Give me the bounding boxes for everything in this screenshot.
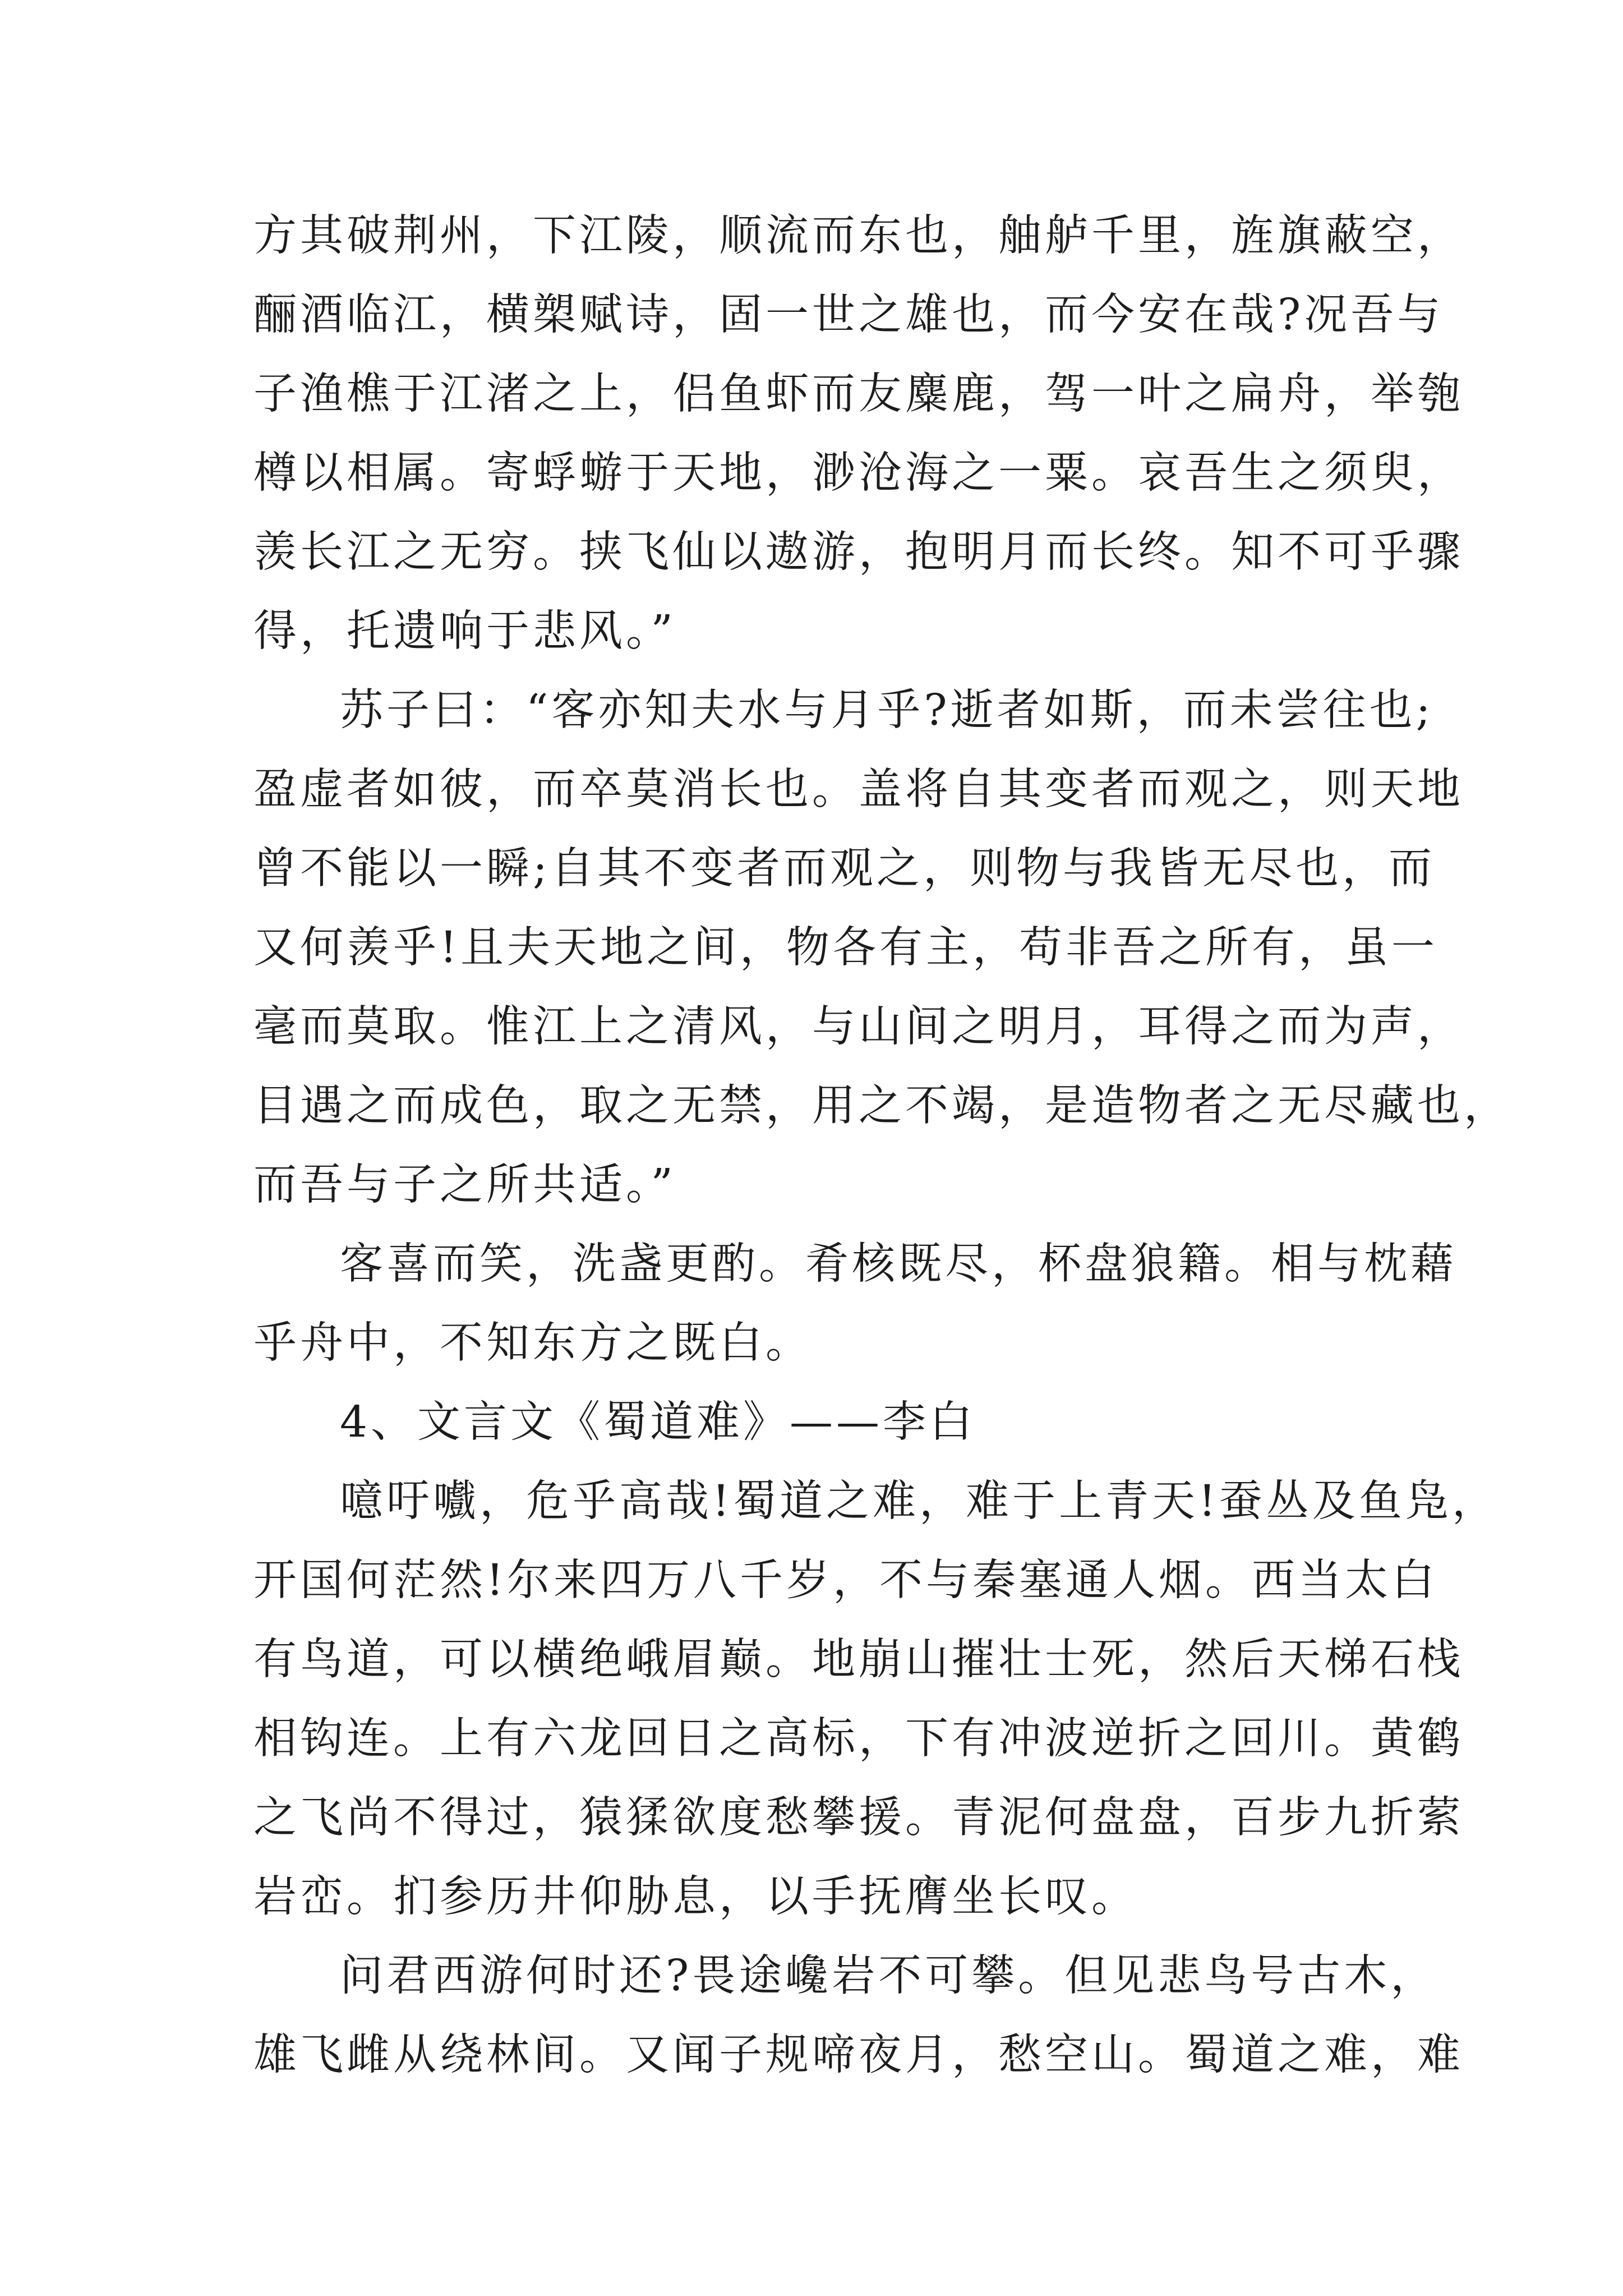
section-heading: 4、文言文《蜀道难》——李白 xyxy=(340,1397,976,1447)
paragraph-3-line-2: 乎舟中，不知东方之既白。 xyxy=(253,1318,812,1368)
paragraph-2-line-6: 目遇之而成色，取之无禁，用之不竭，是造物者之无尽藏也， xyxy=(253,1081,1510,1131)
paragraph-1-line-4: 樽以相属。寄蜉蝣于天地，渺沧海之一粟。哀吾生之须臾， xyxy=(253,448,1464,498)
paragraph-6-line-1: 问君西游何时还?畏途巉岩不可攀。但见悲鸟号古木， xyxy=(340,1951,1437,2001)
paragraph-2-line-7: 而吾与子之所共适。” xyxy=(253,1160,676,1210)
paragraph-1-line-1: 方其破荆州，下江陵，顺流而东也，舳舻千里，旌旗蔽空， xyxy=(253,211,1464,261)
paragraph-6-line-2: 雄飞雌从绕林间。又闻子规啼夜月，愁空山。蜀道之难，难 xyxy=(253,2030,1464,2080)
paragraph-5-line-2: 开国何茫然!尔来四万八千岁，不与秦塞通人烟。西当太白 xyxy=(253,1556,1438,1605)
paragraph-1-line-5: 羡长江之无穷。挟飞仙以遨游，抱明月而长终。知不可乎骤 xyxy=(253,527,1464,577)
paragraph-1-line-6: 得，托遗响于悲风。” xyxy=(253,606,676,656)
paragraph-2-line-1: 苏子曰：“客亦知夫水与月乎?逝者如斯，而未尝往也; xyxy=(340,685,1434,735)
paragraph-5-line-5: 之飞尚不得过，猿猱欲度愁攀援。青泥何盘盘，百步九折萦 xyxy=(253,1793,1464,1843)
paragraph-5-line-1: 噫吁嚱，危乎高哉!蜀道之难，难于上青天!蚕丛及鱼凫， xyxy=(340,1476,1498,1526)
paragraph-1-line-2: 酾酒临江，横槊赋诗，固一世之雄也，而今安在哉?况吾与 xyxy=(253,290,1444,340)
paragraph-2-line-3: 曾不能以一瞬;自其不变者而观之，则物与我皆无尽也，而 xyxy=(253,844,1435,894)
paragraph-1-line-3: 子渔樵于江渚之上，侣鱼虾而友麋鹿，驾一叶之扁舟，举匏 xyxy=(253,369,1464,419)
paragraph-5-line-4: 相钩连。上有六龙回日之高标，下有冲波逆折之回川。黄鹤 xyxy=(253,1714,1464,1764)
paragraph-3-line-1: 客喜而笑，洗盏更酌。肴核既尽，杯盘狼籍。相与枕藉 xyxy=(340,1239,1457,1289)
paragraph-5-line-3: 有鸟道，可以横绝峨眉巅。地崩山摧壮士死，然后天梯石栈 xyxy=(253,1635,1464,1685)
paragraph-2-line-5: 毫而莫取。惟江上之清风，与山间之明月，耳得之而为声， xyxy=(253,1002,1464,1052)
paragraph-2-line-4: 又何羡乎!且夫天地之间，物各有主，苟非吾之所有，虽一 xyxy=(253,923,1438,973)
paragraph-2-line-2: 盈虚者如彼，而卒莫消长也。盖将自其变者而观之，则天地 xyxy=(253,765,1464,815)
paragraph-5-line-6: 岩峦。扪参历井仰胁息，以手抚膺坐长叹。 xyxy=(253,1872,1138,1922)
document-body xyxy=(253,196,1510,2095)
